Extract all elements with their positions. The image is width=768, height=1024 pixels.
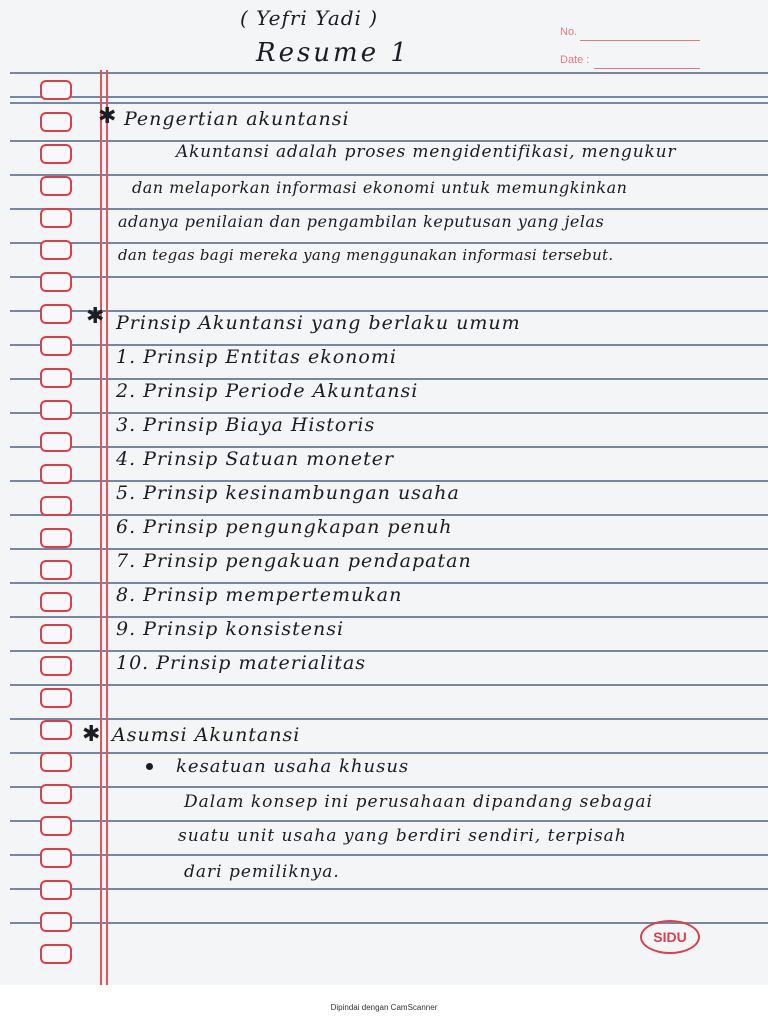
binder-ring xyxy=(40,592,72,612)
star-icon: ✱ xyxy=(98,104,117,129)
margin-line xyxy=(106,70,108,985)
body-line: suatu unit usaha yang berdiri sendiri, terpisah xyxy=(178,826,627,846)
rule-line xyxy=(10,72,768,74)
binder-ring xyxy=(40,432,72,452)
binder-ring xyxy=(40,752,72,772)
binder-ring xyxy=(40,400,72,420)
rule-line xyxy=(10,208,768,210)
section-heading: Pengertian akuntansi xyxy=(124,108,350,130)
rule-line xyxy=(10,888,768,890)
rule-line xyxy=(10,102,768,104)
bullet-dot xyxy=(146,763,153,770)
rule-line xyxy=(10,96,768,98)
sidu-logo: SIDU xyxy=(640,920,700,954)
binder-ring xyxy=(40,240,72,260)
binder-ring xyxy=(40,528,72,548)
binder-ring xyxy=(40,336,72,356)
binder-ring xyxy=(40,464,72,484)
date-underline xyxy=(594,68,700,69)
binder-ring xyxy=(40,304,72,324)
rule-line xyxy=(10,276,768,278)
rule-line xyxy=(10,820,768,822)
star-icon: ✱ xyxy=(82,722,101,747)
no-underline xyxy=(580,40,700,41)
list-item: 1. Prinsip Entitas ekonomi xyxy=(116,346,397,368)
rule-line xyxy=(10,242,768,244)
list-item: 6. Prinsip pengungkapan penuh xyxy=(116,516,453,538)
binder-ring xyxy=(40,208,72,228)
binder-ring xyxy=(40,912,72,932)
binder-ring xyxy=(40,656,72,676)
body-line: Dalam konsep ini perusahaan dipandang sebagai xyxy=(184,792,653,812)
list-item: 3. Prinsip Biaya Historis xyxy=(116,414,376,436)
binder-ring xyxy=(40,816,72,836)
body-line: Akuntansi adalah proses mengidentifikasi, mengukur xyxy=(176,142,677,162)
binder-ring xyxy=(40,944,72,964)
list-item: 7. Prinsip pengakuan pendapatan xyxy=(116,550,472,572)
binder-ring xyxy=(40,80,72,100)
date-label: Date : xyxy=(560,54,590,66)
binder-ring xyxy=(40,688,72,708)
binder-ring xyxy=(40,624,72,644)
body-line: dan melaporkan informasi ekonomi untuk memungkinkan xyxy=(132,178,628,197)
section-heading: Asumsi Akuntansi xyxy=(112,724,301,746)
list-item: 9. Prinsip konsistensi xyxy=(116,618,345,640)
author-name: ( Yefri Yadi ) xyxy=(240,6,379,30)
rule-line xyxy=(10,752,768,754)
sub-heading: kesatuan usaha khusus xyxy=(176,756,410,777)
list-item: 10. Prinsip materialitas xyxy=(116,652,367,674)
section-heading: Prinsip Akuntansi yang berlaku umum xyxy=(116,312,521,334)
star-icon: ✱ xyxy=(86,304,105,329)
rule-line xyxy=(10,786,768,788)
body-line: dari pemiliknya. xyxy=(184,862,340,882)
binder-ring xyxy=(40,176,72,196)
list-item: 2. Prinsip Periode Akuntansi xyxy=(116,380,419,402)
list-item: 5. Prinsip kesinambungan usaha xyxy=(116,482,460,504)
binder-ring xyxy=(40,272,72,292)
binder-ring xyxy=(40,784,72,804)
binder-ring xyxy=(40,720,72,740)
scanner-footer: Dipindai dengan CamScanner xyxy=(330,1003,438,1012)
rule-line xyxy=(10,684,768,686)
binder-ring xyxy=(40,848,72,868)
binder-ring xyxy=(40,560,72,580)
binder-ring xyxy=(40,144,72,164)
rule-line xyxy=(10,174,768,176)
binder-ring xyxy=(40,112,72,132)
binder-ring xyxy=(40,368,72,388)
list-item: 4. Prinsip Satuan moneter xyxy=(116,448,395,470)
rule-line xyxy=(10,718,768,720)
body-line: dan tegas bagi mereka yang menggunakan informasi tersebut. xyxy=(118,246,614,264)
rule-line xyxy=(10,854,768,856)
binder-ring xyxy=(40,496,72,516)
list-item: 8. Prinsip mempertemukan xyxy=(116,584,403,606)
no-label: No. xyxy=(560,26,578,38)
body-line: adanya penilaian dan pengambilan keputusan yang jelas xyxy=(118,212,605,231)
page-title: Resume 1 xyxy=(256,38,410,68)
margin-line xyxy=(100,70,102,985)
binder-ring xyxy=(40,880,72,900)
